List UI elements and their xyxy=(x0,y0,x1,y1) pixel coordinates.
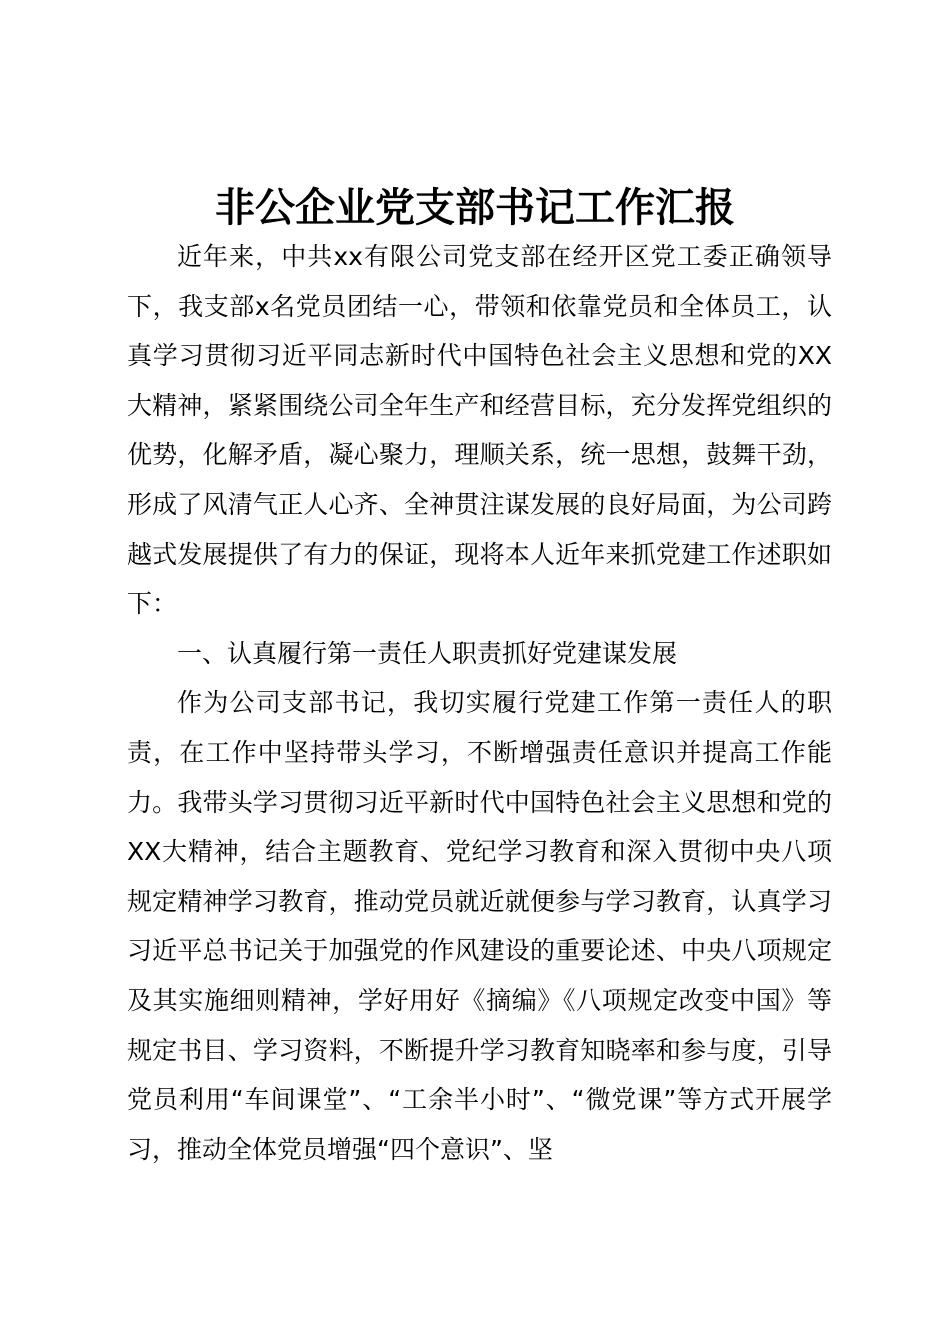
section-heading-1: 一、认真履行第一责任人职责抓好党建谋发展 xyxy=(177,638,678,668)
paragraph-section-1: 作为公司支部书记，我切实履行党建工作第一责任人的职责，在工作中坚持带头学习，不断增强责任意识并提高工作能力。我带头学习贯彻习近平新时代中国特色社会主义思想和党的XX大精神，结合主题教育、党纪学习教育和深入贯彻中央八项规定精神学习教育，推动党员就近就便参与学习教育，认真学习习近平总书记关于加强党的作风建设的重要论述、中央八项规定及其实施细则精神，学好用好《摘编》《八项规定改变中国》等规定书目、学习资料，不断提升学习教育知晓率和参与度，引导党员利用“车间课堂”、“工余半小时”、“微党课”等方式开展学习，推动全体党员增强“四个意识”、坚 xyxy=(127,688,832,1164)
document-body xyxy=(127,232,832,1174)
document-title: 非公企业党支部书记工作汇报 xyxy=(215,184,735,231)
paragraph-intro: 近年来，中共xx有限公司党支部在经开区党工委正确领导下，我支部x名党员团结一心，带领和依靠党员和全体员工，认真学习贯彻习近平同志新时代中国特色社会主义思想和党的XX大精神，紧紧围绕公司全年生产和经营目标，充分发挥党组织的优势，化解矛盾，凝心聚力，理顺关系，统一思想，鼓舞干劲，形成了风清气正人心齐、全神贯注谋发展的良好局面，为公司跨越式发展提供了有力的保证，现将本人近年来抓党建工作述职如下： xyxy=(127,242,832,619)
